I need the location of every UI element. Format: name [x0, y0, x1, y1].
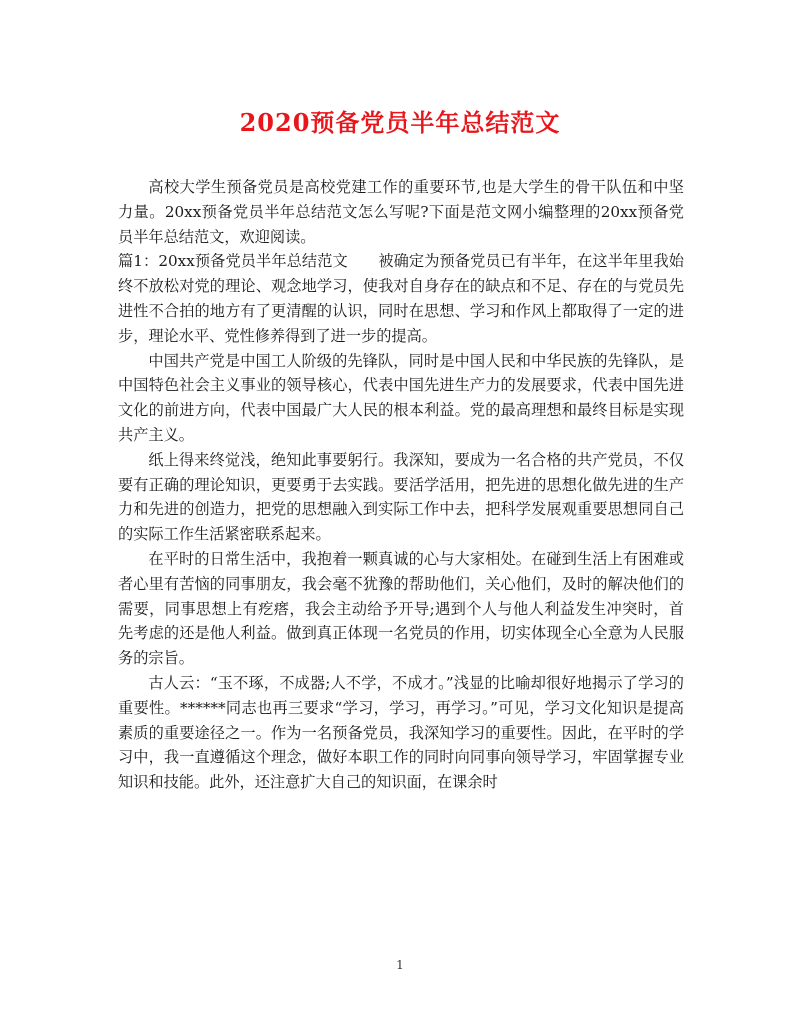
body-paragraph: 高校大学生预备党员是高校党建工作的重要环节,也是大学生的骨干队伍和中坚力量。20xx预备党员半年总结范文怎么写呢?下面是范文网小编整理的20xx预备党员半年总结范文，欢迎阅读。 [118, 178, 684, 246]
document-title: 2020预备党员半年总结范文 [239, 108, 561, 137]
page-number: 1 [396, 958, 404, 972]
document-body [118, 175, 684, 795]
body-paragraph: 在平时的日常生活中，我抱着一颗真诚的心与大家相处。在碰到生活上有困难或者心里有苦恼的同事朋友，我会毫不犹豫的帮助他们，关心他们，及时的解决他们的需要，同事思想上有疙瘩，我会主动给予开导;遇到个人与他人利益发生冲突时，首先考虑的还是他人利益。做到真正体现一名党员的作用，切实体现全心全意为人民服务的宗旨。 [118, 549, 684, 668]
body-paragraph: 篇1：20xx预备党员半年总结范文 被确定为预备党员已有半年，在这半年里我始终不放松对党的理论、观念地学习，使我对自身存在的缺点和不足、存在的与党员先进性不合拍的地方有了更清醒的认识，同时在思想、学习和作风上都取得了一定的进步，理论水平、党性修养得到了进一步的提高。 [118, 252, 684, 345]
body-paragraph: 古人云：“玉不琢，不成器;人不学，不成才。”浅显的比喻却很好地揭示了学习的重要性。******同志也再三要求“学习，学习，再学习。”可见，学习文化知识是提高素质的重要途径之一。作为一名预备党员，我深知学习的重要性。因此，在平时的学习中，我一直遵循这个理念，做好本职工作的同时向同事向领导学习，牢固掌握专业知识和技能。此外，还注意扩大自己的知识面，在课余时 [118, 673, 684, 792]
body-paragraph: 纸上得来终觉浅，绝知此事要躬行。我深知，要成为一名合格的共产党员，不仅要有正确的理论知识，更要勇于去实践。要活学活用，把先进的思想化做先进的生产力和先进的创造力，把党的思想融入到实际工作中去，把科学发展观重要思想同自己的实际工作生活紧密联系起来。 [118, 450, 684, 544]
body-paragraph: 中国共产党是中国工人阶级的先锋队，同时是中国人民和中华民族的先锋队，是中国特色社会主义事业的领导核心，代表中国先进生产力的发展要求，代表中国先进文化的前进方向，代表中国最广大人民的根本利益。党的最高理想和最终目标是实现共产主义。 [118, 351, 684, 444]
